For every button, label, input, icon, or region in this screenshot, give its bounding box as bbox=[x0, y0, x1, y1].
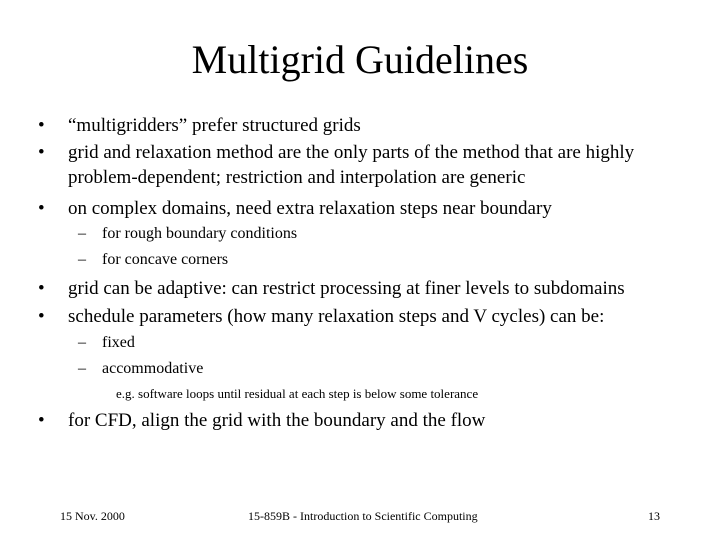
sub-bullet-rough-boundary: for rough boundary conditions bbox=[102, 225, 298, 242]
slide-title: Multigrid Guidelines bbox=[191, 37, 529, 82]
bullet-marker: • bbox=[38, 306, 45, 327]
dash-marker: – bbox=[78, 334, 86, 351]
bullet-marker: • bbox=[38, 278, 45, 299]
footer-date: 15 Nov. 2000 bbox=[60, 509, 125, 523]
bullet-cfd-alignment: for CFD, align the grid with the boundary and the flow bbox=[68, 410, 486, 431]
bullet-marker: • bbox=[38, 142, 45, 163]
footer-page-number: 13 bbox=[648, 509, 660, 523]
bullet-marker: • bbox=[38, 198, 45, 219]
bullet-marker: • bbox=[38, 115, 45, 136]
note-residual-tolerance: e.g. software loops until residual at each step is below some tolerance bbox=[116, 386, 479, 401]
bullet-marker: • bbox=[38, 410, 45, 431]
bullet-adaptive-grid: grid can be adaptive: can restrict processing at finer levels to subdomains bbox=[68, 278, 625, 299]
bullet-problem-dependent-line2: problem-dependent; restriction and interpolation are generic bbox=[68, 167, 526, 188]
bullet-problem-dependent-line1: grid and relaxation method are the only parts of the method that are highly bbox=[68, 142, 635, 163]
dash-marker: – bbox=[78, 225, 86, 242]
bullet-schedule-parameters: schedule parameters (how many relaxation steps and V cycles) can be: bbox=[68, 306, 605, 327]
sub-bullet-accommodative: accommodative bbox=[102, 360, 204, 377]
bullet-complex-domains: on complex domains, need extra relaxation steps near boundary bbox=[68, 198, 552, 219]
sub-bullet-concave-corners: for concave corners bbox=[102, 251, 229, 268]
dash-marker: – bbox=[78, 251, 86, 268]
dash-marker: – bbox=[78, 360, 86, 377]
sub-bullet-fixed: fixed bbox=[102, 334, 135, 351]
footer-course: 15-859B - Introduction to Scientific Computing bbox=[248, 509, 478, 523]
bullet-structured-grids: “multigridders” prefer structured grids bbox=[68, 115, 361, 136]
